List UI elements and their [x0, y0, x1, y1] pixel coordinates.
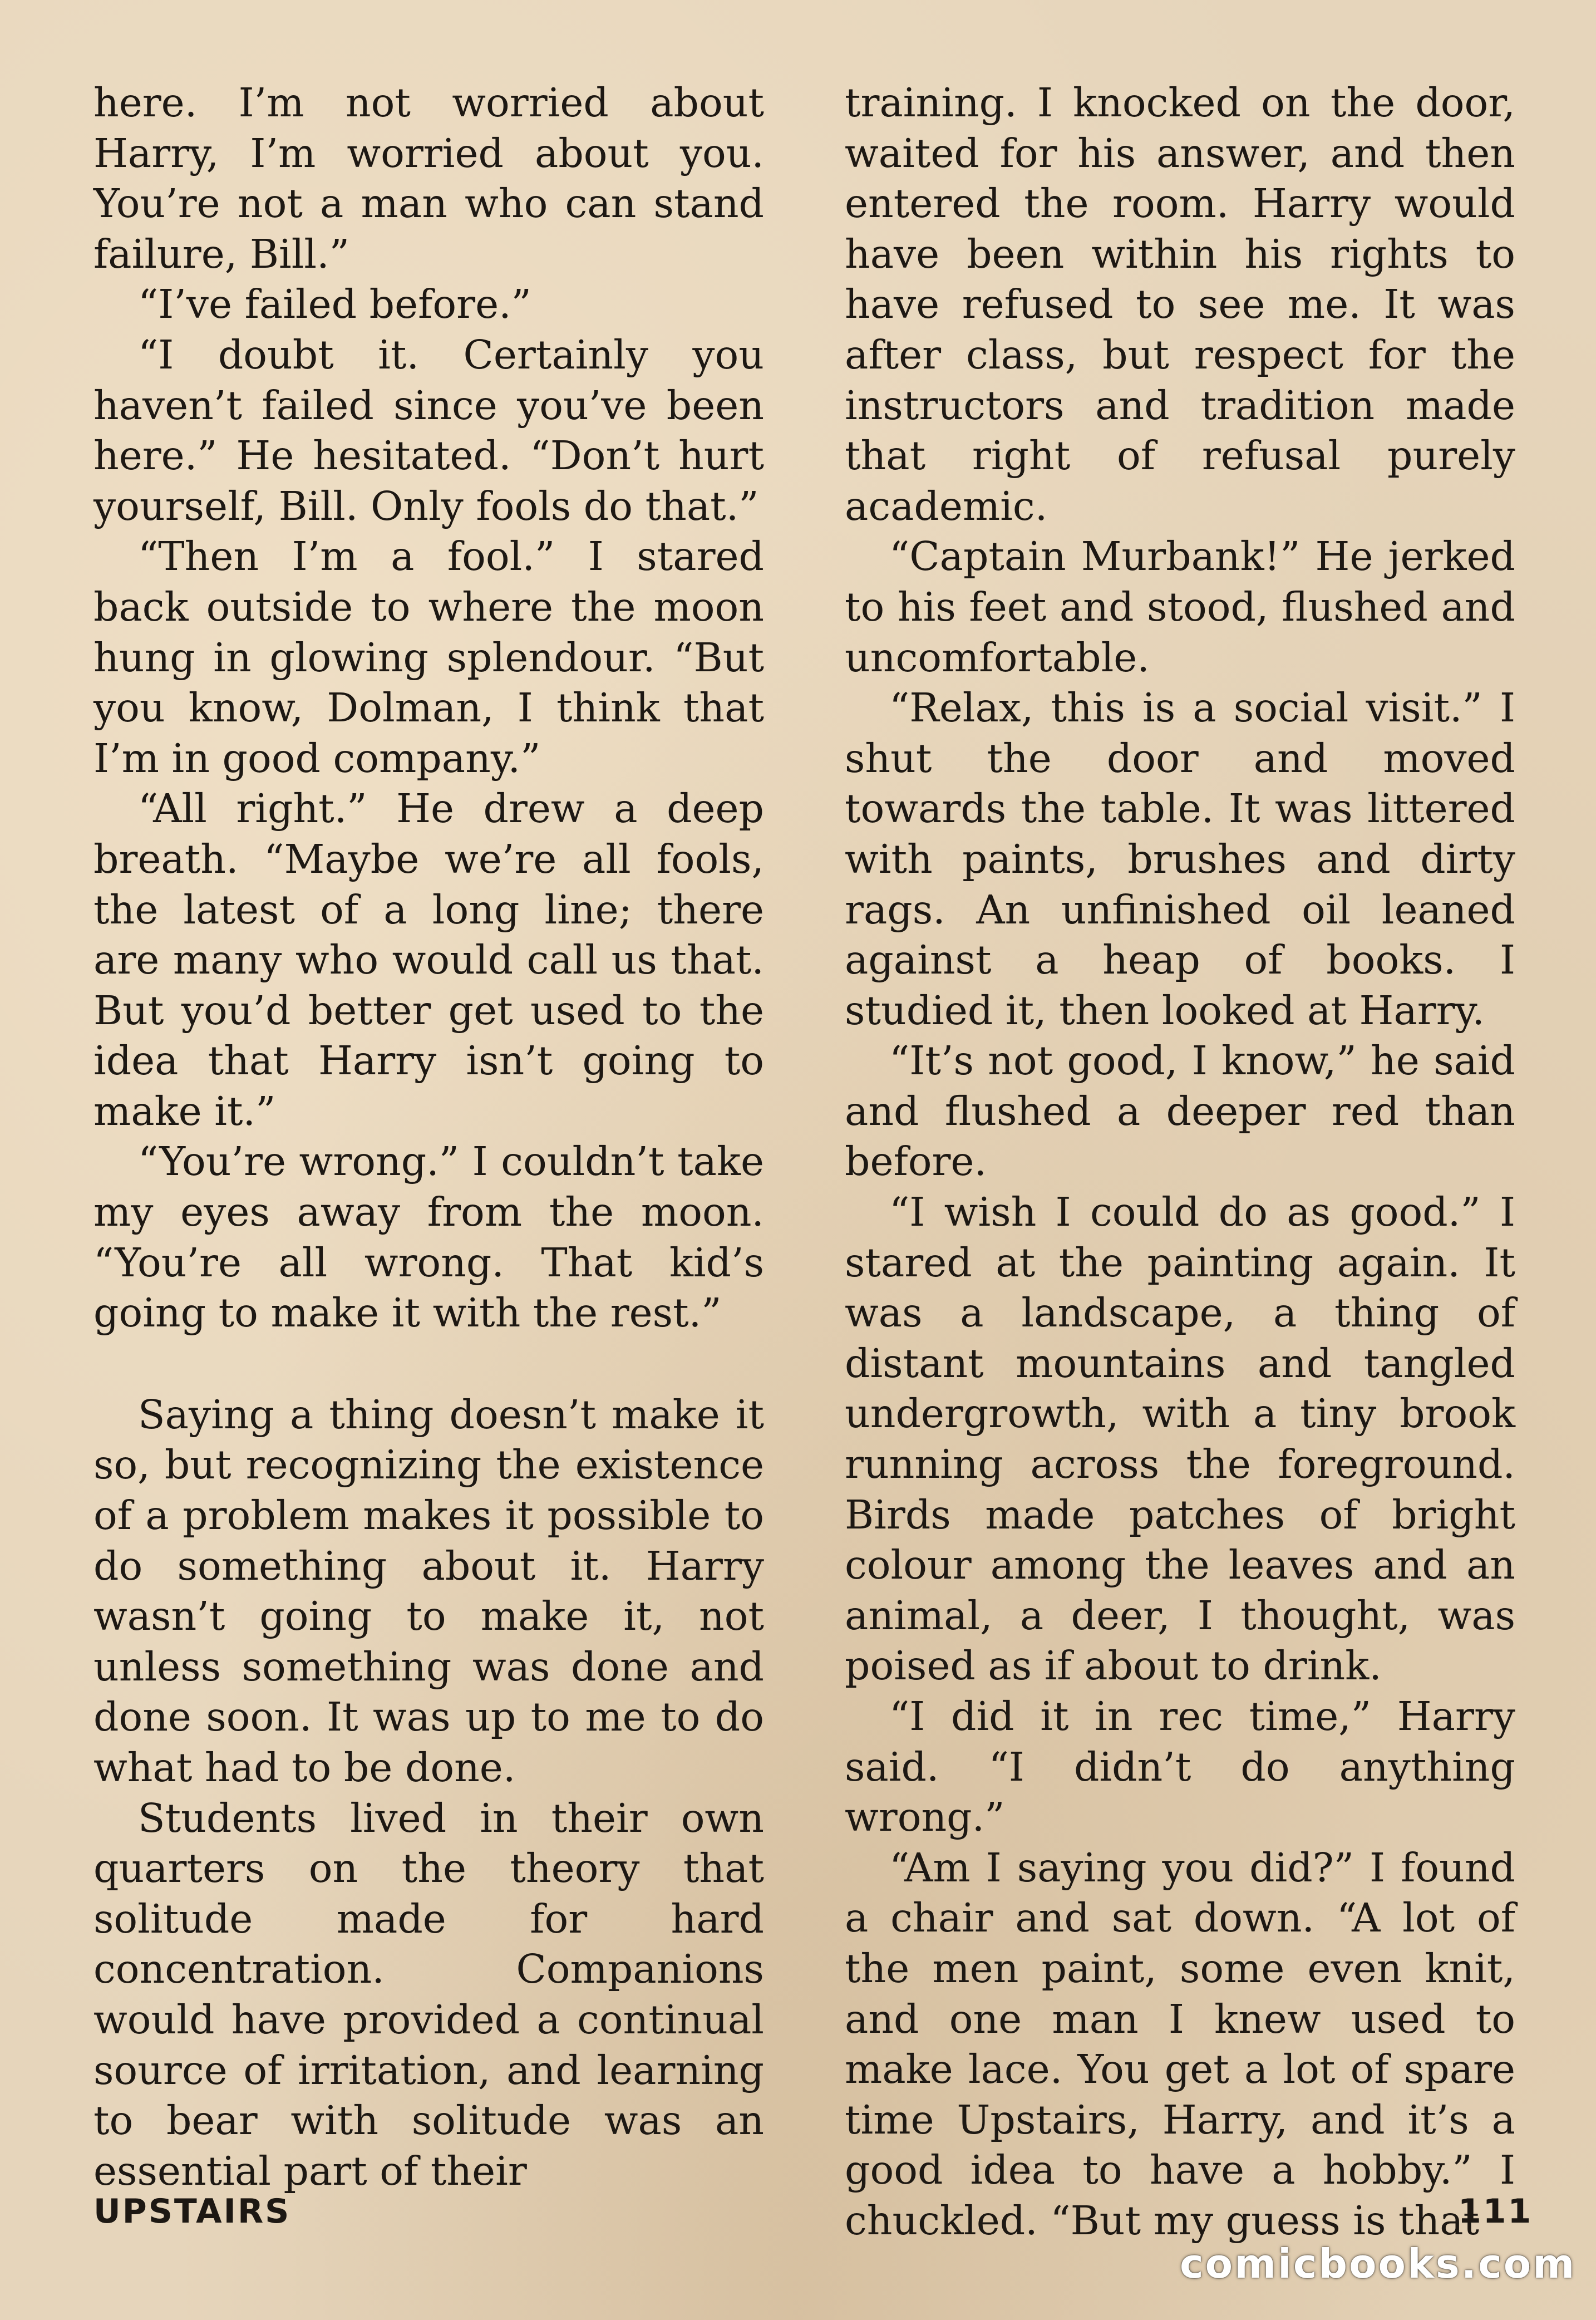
paragraph: here. I’m not worried about Harry, I’m worried about you. You’re not a man who can stand failure, Bill.” — [93, 80, 764, 277]
paragraph: “Then I’m a fool.” I stared back outside to where the moon hung in glowing splendour. “But you know, Dolman, I think that I’m in good company.” — [93, 533, 764, 781]
watermark: comicbooks.com — [1180, 2240, 1577, 2287]
page-number: 111 — [1458, 2192, 1533, 2231]
paragraph: “It’s not good, I know,” he said and flushed a deeper red than before. — [845, 1038, 1515, 1185]
paragraph: “I doubt it. Certainly you haven’t failed since you’ve been here.” He hesitated. “Don’t hurt yourself, Bill. Only fools do that.” — [93, 331, 764, 529]
paragraph: Students lived in their own quarters on the theory that solitude made for hard concentration. Companions would have provided a continual source of irritation, and learning to bear with solitude was an essential part of their — [93, 1795, 764, 2194]
running-title: UPSTAIRS — [93, 2192, 291, 2231]
paragraph: Saying a thing doesn’t make it so, but recognizing the existence of a problem makes it possible to do something about it. Harry wasn’t going to make it, not unless something was done and done soon. It was up to me to do what had to be done. — [93, 1391, 764, 1791]
right-text-column — [845, 78, 1515, 2247]
paragraph: “Am I saying you did?” I found a chair and sat down. “A lot of the men paint, some even knit, and one man I knew used to make lace. You get a lot of spare time Upstairs, Harry, and it’s a good idea to have a hobby.” I chuckled. “But my guess is that — [845, 1844, 1515, 2244]
paragraph: “All right.” He drew a deep breath. “Maybe we’re all fools, the latest of a long line; there are many who would call us that. But you’d better get used to the idea that Harry isn’t going to make it.” — [93, 785, 764, 1134]
paragraph: “I did it in rec time,” Harry said. “I didn’t do anything wrong.” — [845, 1693, 1515, 1841]
paragraph: “I wish I could do as good.” I stared at the painting again. It was a landscape, a thing of distant mountains and tangled undergrowth, with a tiny brook running across the foreground. Birds made patches of bright colour among the leaves and an animal, a deer, I thought, was poised as if about to drink. — [845, 1189, 1515, 1689]
paragraph: “Captain Murbank!” He jerked to his feet and stood, flushed and uncomfortable. — [845, 533, 1515, 681]
paragraph: “Relax, this is a social visit.” I shut the door and moved towards the table. It was littered with paints, brushes and dirty rags. An unfinished oil leaned against a heap of books. I studied it, then looked at Harry. — [845, 685, 1515, 1034]
paragraph: “I’ve failed before.” — [138, 281, 531, 328]
left-text-column — [93, 78, 764, 2196]
paragraph: “You’re wrong.” I couldn’t take my eyes away from the moon. “You’re all wrong. That kid’s going to make it with the rest.” — [93, 1138, 764, 1336]
paragraph: training. I knocked on the door, waited for his answer, and then entered the room. Harry would have been within his rights to have refused to see me. It was after class, but respect for the instructors and tradition made that right of refusal purely academic. — [845, 80, 1515, 529]
